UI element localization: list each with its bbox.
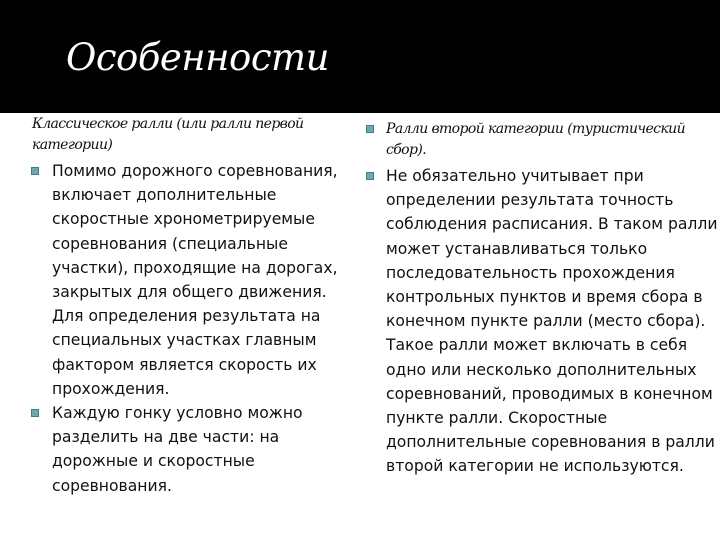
right-bullet-item-1 — [366, 164, 718, 479]
title-bar — [0, 0, 720, 113]
right-heading-text: Ралли второй категории (туристический сбор). — [386, 121, 685, 158]
left-heading — [22, 114, 362, 156]
left-column — [22, 114, 362, 498]
square-bullet-icon — [366, 172, 374, 180]
left-bullet-text-1: Помимо дорожного соревнования, включает дополнительные скоростные хронометрируемые соревнования (специальные участки), проходящие на дорогах, закрытых для общего движения. Для определения результата на специальных участках главным фактором является скорость их прохождения. — [52, 162, 338, 398]
square-bullet-icon — [31, 167, 39, 175]
left-heading-line2: категории) — [32, 137, 113, 153]
left-heading-line1: Классическое ралли (или ралли первой — [32, 116, 304, 132]
left-bullet-item-2 — [22, 401, 362, 498]
square-bullet-icon — [31, 409, 39, 417]
square-bullet-icon — [366, 125, 374, 133]
slide-title: Особенности — [66, 36, 329, 79]
right-bullet-text-1: Не обязательно учитывает при определении результата точность соблюдения расписания. В таком ралли может устанавливаться только последовательность прохождения контрольных пунктов и время сбора в конечном пункте ралли (место сбора). Такое ралли может включать в себя одно или несколько дополнительных соревнований, проводимых в конечном пункте ралли. Скоростные дополнительные соревнования в ралли второй категории не используются. — [386, 167, 718, 476]
left-bullet-item-1 — [22, 159, 362, 401]
right-column — [366, 114, 718, 479]
right-heading — [366, 114, 718, 161]
left-bullet-text-2: Каждую гонку условно можно разделить на две части: на дорожные и скоростные соревнования. — [52, 404, 303, 495]
